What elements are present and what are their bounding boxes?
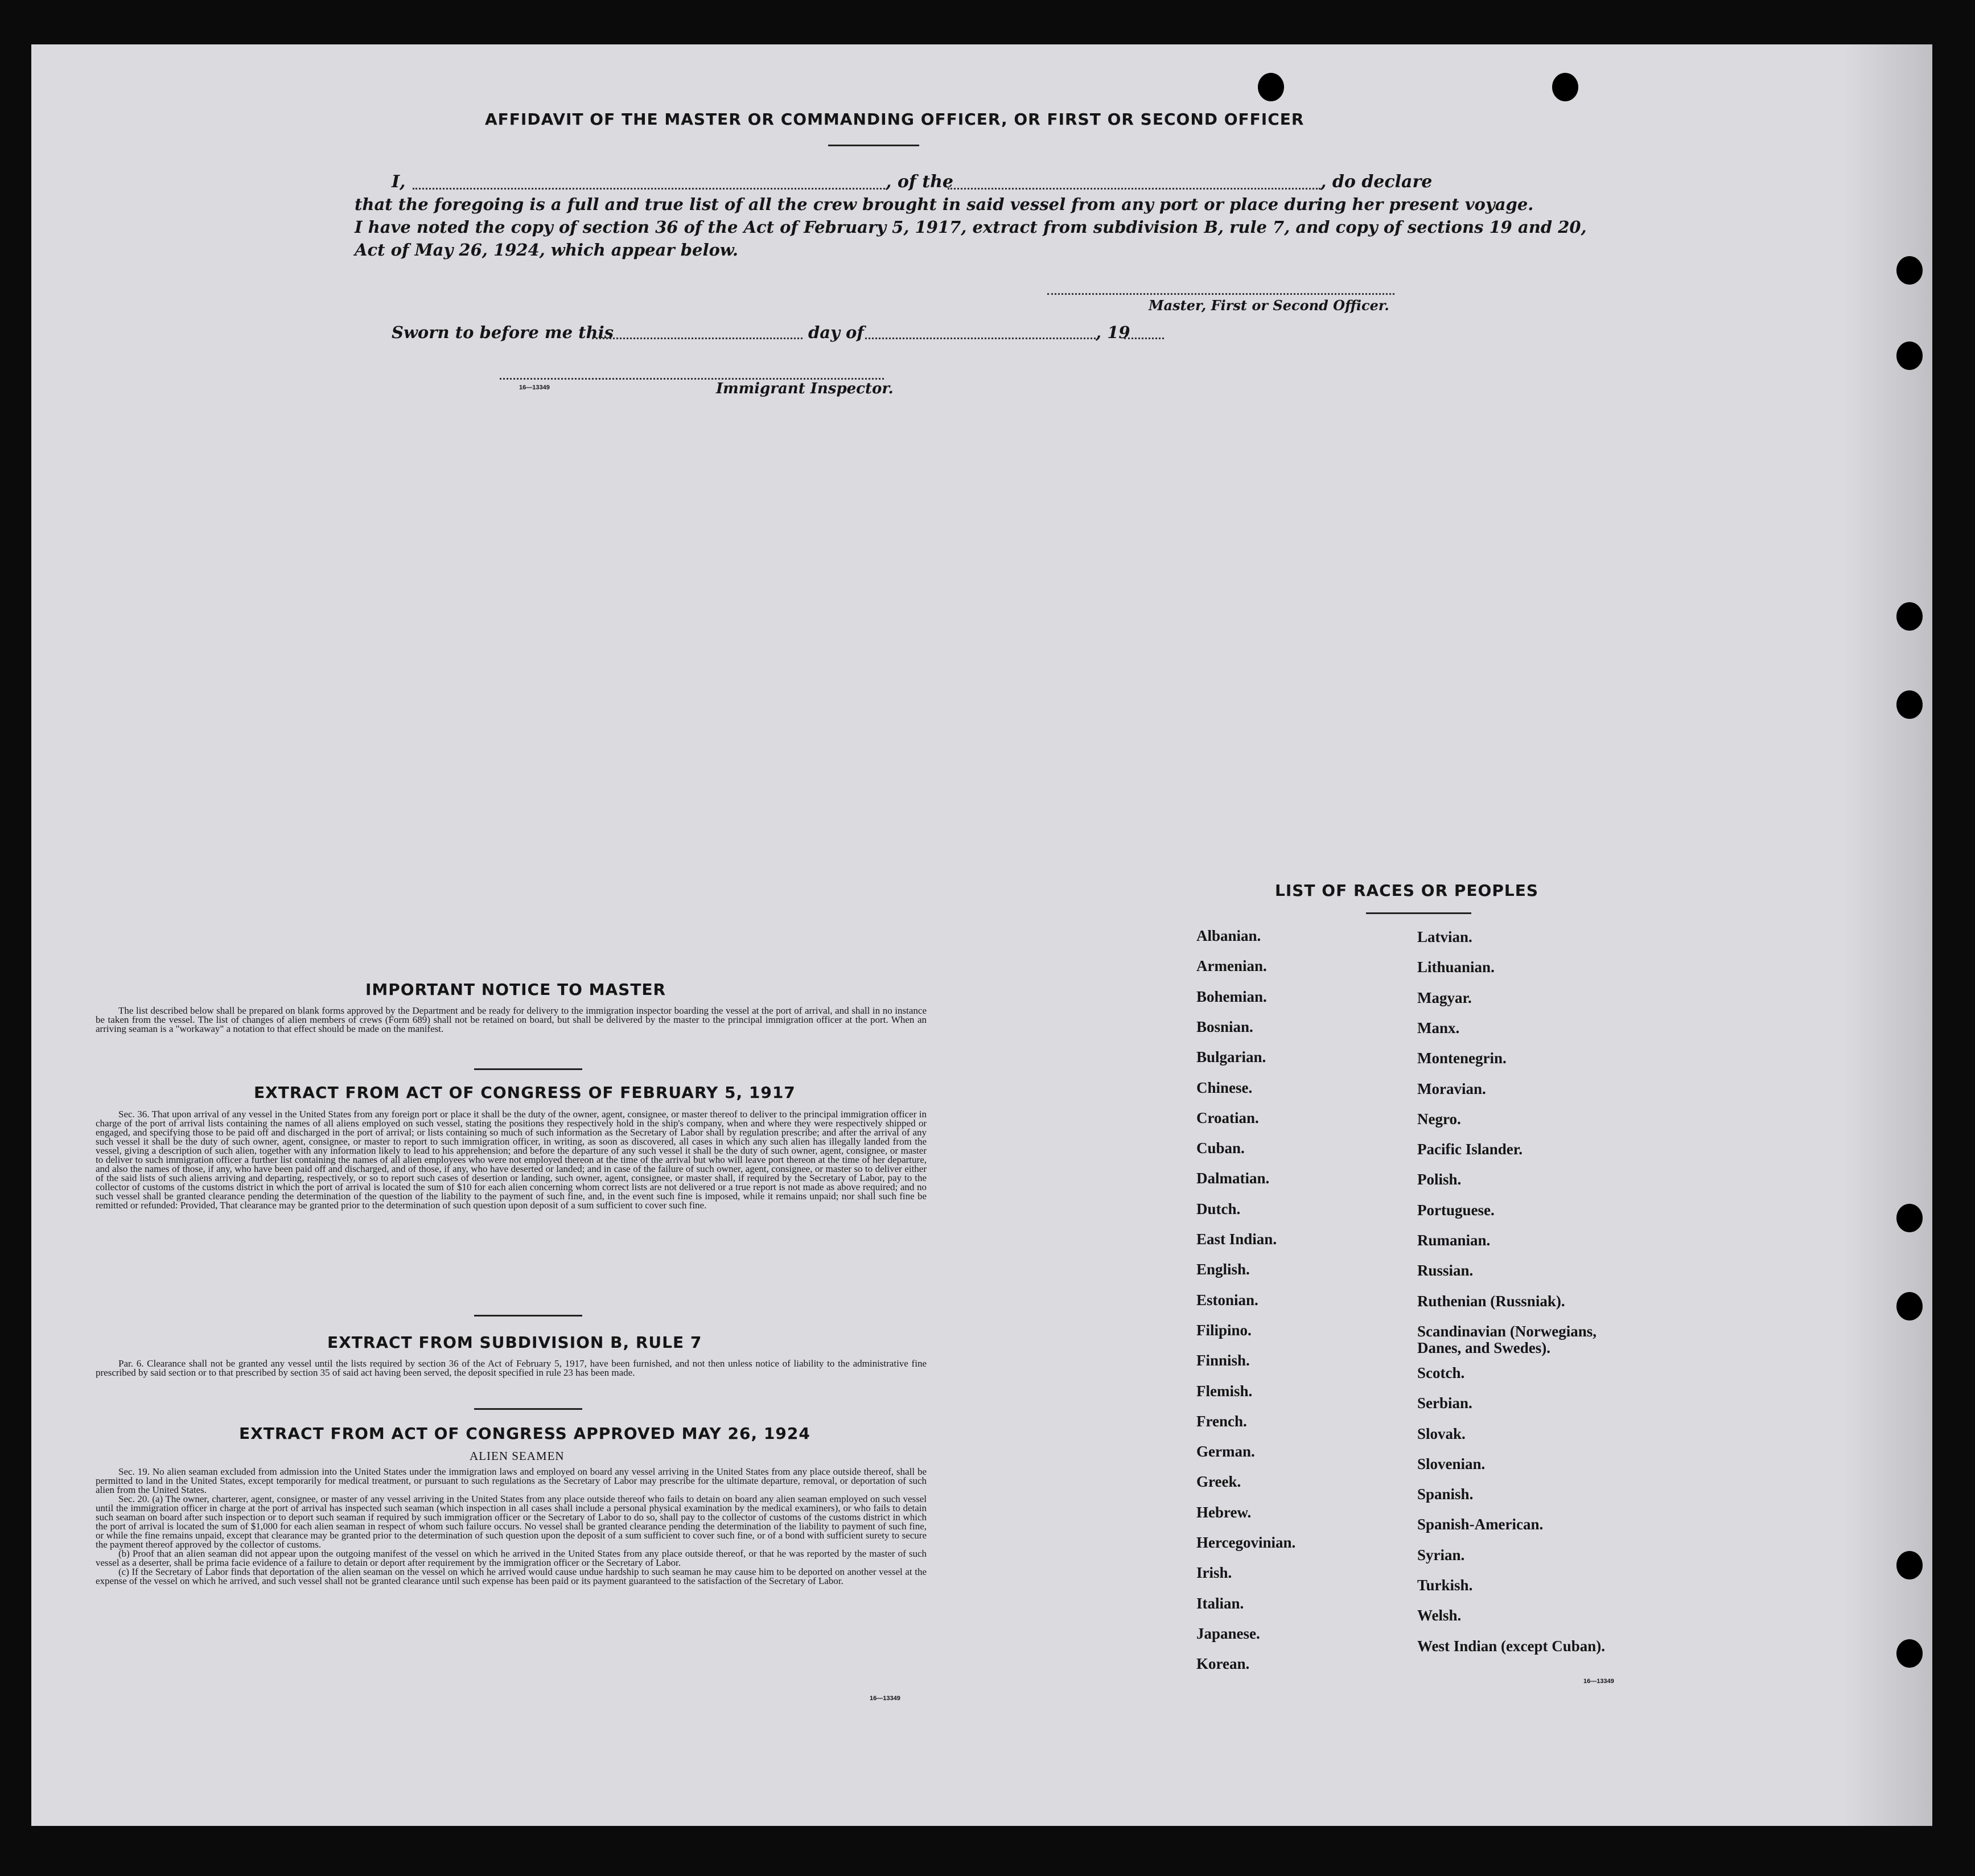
race-item: Syrian. (1417, 1546, 1465, 1564)
race-item: Irish. (1196, 1564, 1232, 1582)
race-item: Portuguese. (1417, 1201, 1495, 1219)
affidavit-line4: Act of May 26, 1924, which appear below. (355, 240, 738, 260)
race-item: Latvian. (1417, 928, 1472, 945)
race-item: French. (1196, 1412, 1247, 1430)
race-item: Magyar. (1417, 989, 1472, 1006)
vessel-field-line[interactable] (948, 188, 1320, 190)
affidavit-line1-prefix: I, (392, 172, 406, 192)
divider (474, 1315, 582, 1317)
par-6-paragraph: Par. 6. Clearance shall not be granted any vessel until the lists required by section 36 of the Act of February 5, 1917, have been furnished, and not then unless notice of liability to the administrative fine prescribed by said section or to that prescribed by section 35 of said act having been served, the deposit specified in rule 23 has been made. (96, 1358, 927, 1378)
affidavit-title: AFFIDAVIT OF THE MASTER OR COMMANDING OFFICER, OR FIRST OR SECOND OFFICER (485, 110, 1305, 129)
race-item: Scandinavian (Norwegians, Danes, and Swedes). (1417, 1322, 1597, 1356)
race-item: Lithuanian. (1417, 958, 1495, 976)
race-item: Spanish-American. (1417, 1516, 1544, 1533)
extract-1917-body (96, 1110, 927, 1210)
race-item: Manx. (1417, 1019, 1460, 1036)
race-item: Estonian. (1196, 1291, 1258, 1309)
notice-paragraph: The list described below shall be prepared on blank forms approved by the Department and be ready for delivery to the immigration inspector boarding the vessel at the port of arrival, and shall in no instance be taken from the vessel. The list of changes of alien members of crews (Form 689) shall not be retained on board, but shall be delivered by the master to the principal immigration officer at the port. When an arriving seaman is a "workaway" a notation to that effect should be made on the manifest. (96, 1005, 927, 1034)
sec-20c-paragraph: (c) If the Secretary of Labor finds that deportation of the alien seaman on the vessel on which he arrived would cause undue hardship to such seaman he may cause him to be deported on another vessel at the expense of the vessel on which he arrived, and such vessel shall not be granted clearance until such expense has been paid or its payment guaranteed to the satisfaction of the Secretary of Labor. (96, 1566, 927, 1586)
form-number: 16—13349 (519, 384, 550, 391)
master-signature-line[interactable] (1047, 293, 1394, 295)
race-item: Welsh. (1417, 1607, 1462, 1624)
sworn-year-line[interactable] (1124, 338, 1164, 339)
race-item: Scotch. (1417, 1364, 1465, 1381)
race-item: Greek. (1196, 1473, 1241, 1491)
sworn-year-label: , 19 (1096, 323, 1130, 342)
race-item: Finnish. (1196, 1352, 1250, 1369)
race-item: Montenegrin. (1417, 1050, 1507, 1067)
race-item: Ruthenian (Russniak). (1417, 1292, 1565, 1310)
race-item: English. (1196, 1261, 1250, 1278)
punch-hole (1896, 690, 1923, 719)
form-number: 16—13349 (870, 1695, 900, 1702)
race-item: Hercegovinian. (1196, 1534, 1296, 1551)
master-signature-label: Master, First or Second Officer. (1149, 297, 1389, 314)
inspector-label: Immigrant Inspector. (716, 380, 894, 397)
race-item: Croatian. (1196, 1109, 1259, 1126)
races-title-rule (1366, 912, 1471, 914)
inspector-signature-line[interactable] (500, 378, 884, 380)
race-item: Filipino. (1196, 1321, 1252, 1339)
extract-1917-title: EXTRACT FROM ACT OF CONGRESS OF FEBRUARY 5, 1917 (254, 1083, 796, 1102)
race-item: Serbian. (1417, 1394, 1472, 1412)
race-item: Negro. (1417, 1110, 1461, 1128)
affidavit-line3: I have noted the copy of section 36 of the Act of February 5, 1917, extract from subdivision B, rule 7, and copy of sections 19 and 20, (355, 217, 1587, 237)
race-item: Chinese. (1196, 1079, 1253, 1096)
race-item: West Indian (except Cuban). (1417, 1637, 1606, 1655)
extract-rule7-body (96, 1359, 927, 1377)
affidavit-line1-suffix: , do declare (1320, 172, 1433, 192)
extract-1924-body (96, 1467, 927, 1586)
punch-hole (1896, 1639, 1923, 1668)
race-item: Bulgarian. (1196, 1048, 1266, 1066)
sec-20b-paragraph: (b) Proof that an alien seaman did not appear upon the outgoing manifest of the vessel on which he arrived in the United States from any place outside thereof, or that he was reported by the master of such vessel as a deserter, shall be prima facie evidence of a failure to detain or deport after requirement by the immigration officer or the Secretary of Labor. (96, 1548, 927, 1568)
race-item: Italian. (1196, 1594, 1244, 1612)
name-field-line[interactable] (413, 188, 885, 190)
affidavit-line1-middle: , of the (886, 172, 954, 192)
sec-36-paragraph: Sec. 36. That upon arrival of any vessel in the United States from any foreign port or place it shall be the duty of the owner, agent, consignee, or master thereof to deliver to the principal immigration officer in charge of the port of arrival lists containing the names of all aliens employed on such vessel, stating the positions they respectively hold in the ship's company, when and where they were respectively shipped or engaged, and specifying those to be paid off and discharged in the port of arrival; or lists containing so much of such information as the Secretary of Labor shall by regulation prescribe; and after the arrival of any such vessel it shall be the duty of such owner, agent, consignee, or master to report to such immigration officer, in writing, as soon as discovered, all cases in which any such alien has illegally landed from the vessel, giving a description of such alien, together with any information likely to lead to his apprehension; and before the departure of any such vessel it shall be the duty of such owner, agent, consignee, or master to deliver to such immigration officer a further list containing the names of all alien employees who were not employed thereon at the time of the arrival but who will leave port thereon at the time of her departure, and also the names of those, if any, who have been paid off and discharged, and of those, if any, who have deserted or landed; and in case of the failure of such owner, agent, consignee, or master so to deliver either of the said lists of such aliens arriving and departing, respectively, or so to report such cases of desertion or landing, such owner, agent, consignee, or master shall, if required by the Secretary of Labor, pay to the collector of customs of the customs district in which the port of arrival is located the sum of $10 for each alien concerning whom correct lists are not delivered or a true report is not made as above required; and no such vessel shall be granted clearance pending the determination of the question of the liability to the payment of such fine, and, in the event such fine is imposed, while it remains unpaid; nor shall such fine be remitted or refunded: Provided, That clearance may be granted prior to the determination of such question upon deposit of a sum sufficient to cover such fine. (96, 1109, 927, 1211)
sworn-day-label: day of (808, 323, 864, 342)
races-title: LIST OF RACES OR PEOPLES (1275, 881, 1538, 900)
affidavit-line2: that the foregoing is a full and true list of all the crew brought in said vessel from any port or place during her present voyage. (355, 195, 1534, 214)
punch-hole (1258, 73, 1284, 101)
notice-body (96, 1006, 927, 1034)
form-number: 16—13349 (1583, 1678, 1614, 1685)
race-item: Pacific Islander. (1417, 1141, 1523, 1158)
affidavit-title-rule (828, 145, 919, 146)
race-item: Slovak. (1417, 1425, 1466, 1442)
punch-hole (1896, 1551, 1923, 1579)
race-item: Dalmatian. (1196, 1170, 1270, 1187)
race-item: Rumanian. (1417, 1232, 1491, 1249)
race-item: Armenian. (1196, 957, 1267, 975)
punch-hole (1896, 1292, 1923, 1320)
race-item: Dutch. (1196, 1200, 1241, 1217)
race-item: Albanian. (1196, 927, 1261, 944)
extract-rule7-title: EXTRACT FROM SUBDIVISION B, RULE 7 (327, 1333, 702, 1352)
race-item: Russian. (1417, 1262, 1474, 1280)
sworn-prefix: Sworn to before me this (392, 323, 614, 342)
race-item: Bosnian. (1196, 1018, 1253, 1035)
race-item: Hebrew. (1196, 1503, 1252, 1521)
race-item: East Indian. (1196, 1231, 1277, 1248)
race-item: German. (1196, 1443, 1255, 1461)
race-item: Korean. (1196, 1655, 1250, 1673)
divider (474, 1408, 582, 1410)
extract-1924-title: EXTRACT FROM ACT OF CONGRESS APPROVED MAY 26, 1924 (239, 1424, 810, 1443)
punch-hole (1896, 256, 1923, 285)
race-item: Spanish. (1417, 1486, 1474, 1503)
punch-hole (1896, 1204, 1923, 1232)
punch-hole (1552, 73, 1578, 101)
race-item: Bohemian. (1196, 988, 1267, 1005)
sworn-day-line[interactable] (592, 338, 803, 339)
punch-hole (1896, 342, 1923, 370)
race-item: Slovenian. (1417, 1455, 1486, 1472)
race-item: Flemish. (1196, 1382, 1253, 1400)
sec-20a-paragraph: Sec. 20. (a) The owner, charterer, agent, consignee, or master of any vessel arriving in the United States from any place outside thereof who fails to detain on board any alien seaman employed on such vessel until the immigration officer in charge at the port of arrival has inspected such seaman (which inspection in all cases shall include a personal physical examination by the medical examiners), or who fails to detain such seaman on board after such inspection or to deport such seaman if required by such immigration officer or the Secretary of Labor to do so, shall pay to the collector of customs of the customs district in which the port of arrival is located the sum of $1,000 for each alien seaman in respect of whom such failure occurs. No vessel shall be granted clearance pending the determination of the liability to payment of such fine, or while the fine remains unpaid, except that clearance may be granted prior to the determination of such question upon the deposit of a sum sufficient to cover such fine, or of a bond with sufficient surety to secure the payment thereof approved by the collector of customs. (96, 1494, 927, 1550)
notice-title: IMPORTANT NOTICE TO MASTER (365, 980, 666, 999)
sec-19-paragraph: Sec. 19. No alien seaman excluded from admission into the United States under the immigration laws and employed on board any vessel arriving in the United States from any place outside thereof, shall be permitted to land in the United States, except temporarily for medical treatment, or pursuant to such regulations as the Secretary of Labor may prescribe for the ultimate departure, removal, or deportation of such alien from the United States. (96, 1466, 927, 1495)
punch-hole (1896, 602, 1923, 631)
divider (474, 1068, 582, 1070)
race-item: Polish. (1417, 1171, 1462, 1188)
sworn-month-line[interactable] (865, 338, 1096, 339)
race-item: Moravian. (1417, 1080, 1486, 1097)
alien-seamen-subtitle: ALIEN SEAMEN (470, 1449, 565, 1463)
race-item: Cuban. (1196, 1139, 1245, 1157)
race-item: Japanese. (1196, 1624, 1260, 1642)
race-item: Turkish. (1417, 1577, 1473, 1594)
